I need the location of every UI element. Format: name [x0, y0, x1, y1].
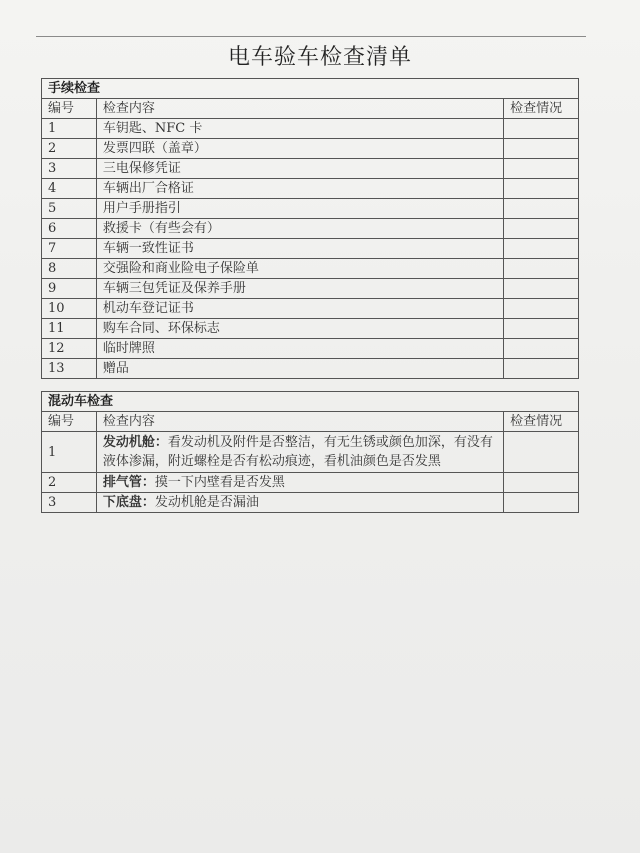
item-content: 三电保修凭证: [96, 159, 503, 179]
item-status-cell: [504, 279, 579, 299]
item-content: 车辆出厂合格证: [96, 179, 503, 199]
item-content-cell: [96, 432, 503, 473]
item-status-cell: [504, 299, 579, 319]
item-content: 赠品: [96, 359, 503, 379]
item-number: 2: [42, 139, 97, 159]
item-number: 6: [42, 219, 97, 239]
header-status: 检查情况: [504, 412, 579, 432]
item-status-cell: [504, 219, 579, 239]
table-row: [42, 259, 579, 279]
item-status-cell: [504, 119, 579, 139]
table-row: [42, 359, 579, 379]
table-row: [42, 119, 579, 139]
item-status-cell: [504, 339, 579, 359]
item-number: 11: [42, 319, 97, 339]
item-number: 3: [42, 493, 97, 513]
table-header-row: [42, 99, 579, 119]
item-number: 1: [42, 432, 97, 473]
item-number: 5: [42, 199, 97, 219]
item-status-cell: [504, 239, 579, 259]
table-row: [42, 239, 579, 259]
item-number: 2: [42, 473, 97, 493]
item-content: 看发动机及附件是否整洁，有无生锈或颜色加深，有没有液体渗漏，附近螺栓是否有松动痕迹，看机油颜色是否发黑: [102, 435, 493, 469]
item-status-cell: [504, 199, 579, 219]
item-status-cell: [504, 159, 579, 179]
item-status-cell: [504, 493, 579, 513]
item-content: 车辆三包凭证及保养手册: [96, 279, 503, 299]
table-row: [42, 279, 579, 299]
item-status-cell: [504, 473, 579, 493]
table-row: [42, 493, 579, 513]
section-heading-row: [42, 79, 579, 99]
item-content: 临时牌照: [96, 339, 503, 359]
table-row: [42, 159, 579, 179]
header-num: 编号: [42, 99, 97, 119]
item-number: 10: [42, 299, 97, 319]
paperwork-rows: [42, 119, 579, 379]
item-status-cell: [504, 259, 579, 279]
header-num: 编号: [42, 412, 97, 432]
hybrid-check-table: [41, 391, 579, 513]
table-row: [42, 299, 579, 319]
section-heading-row: [42, 392, 579, 412]
item-content: 购车合同、环保标志: [96, 319, 503, 339]
item-content: 交强险和商业险电子保险单: [96, 259, 503, 279]
item-lead: 发动机舱：: [102, 435, 168, 450]
item-content: 发动机舱是否漏油: [154, 495, 259, 510]
item-number: 13: [42, 359, 97, 379]
item-content: 摸一下内壁看是否发黑: [154, 475, 285, 490]
table-row: [42, 219, 579, 239]
item-content: 机动车登记证书: [96, 299, 503, 319]
item-status-cell: [504, 319, 579, 339]
item-content: 救援卡（有些会有）: [96, 219, 503, 239]
document-title: 电车验车检查清单: [227, 45, 412, 70]
table-row: [42, 199, 579, 219]
table-row: [42, 339, 579, 359]
item-content: 车辆一致性证书: [96, 239, 503, 259]
table-row: [42, 319, 579, 339]
item-lead: 下底盘：: [102, 495, 155, 510]
hybrid-rows: [42, 432, 579, 513]
item-status-cell: [504, 179, 579, 199]
top-rule: [36, 36, 586, 37]
table-header-row: [42, 412, 579, 432]
table-row: [42, 139, 579, 159]
table-row: [42, 473, 579, 493]
item-content: 发票四联（盖章）: [96, 139, 503, 159]
table-row: [42, 432, 579, 473]
item-number: 1: [42, 119, 97, 139]
item-content: 车钥匙、NFC 卡: [96, 119, 503, 139]
item-number: 12: [42, 339, 97, 359]
header-content: 检查内容: [96, 412, 503, 432]
section-heading: 混动车检查: [42, 392, 579, 412]
item-number: 7: [42, 239, 97, 259]
item-number: 3: [42, 159, 97, 179]
table-row: [42, 179, 579, 199]
item-content-cell: [96, 493, 503, 513]
item-number: 9: [42, 279, 97, 299]
item-status-cell: [504, 432, 579, 473]
item-number: 8: [42, 259, 97, 279]
item-content-cell: [96, 473, 503, 493]
header-content: 检查内容: [96, 99, 503, 119]
item-status-cell: [504, 139, 579, 159]
section-heading: 手续检查: [42, 79, 579, 99]
item-number: 4: [42, 179, 97, 199]
paperwork-check-table: [41, 78, 579, 379]
header-status: 检查情况: [504, 99, 579, 119]
item-lead: 排气管：: [102, 475, 155, 490]
item-content: 用户手册指引: [96, 199, 503, 219]
item-status-cell: [504, 359, 579, 379]
